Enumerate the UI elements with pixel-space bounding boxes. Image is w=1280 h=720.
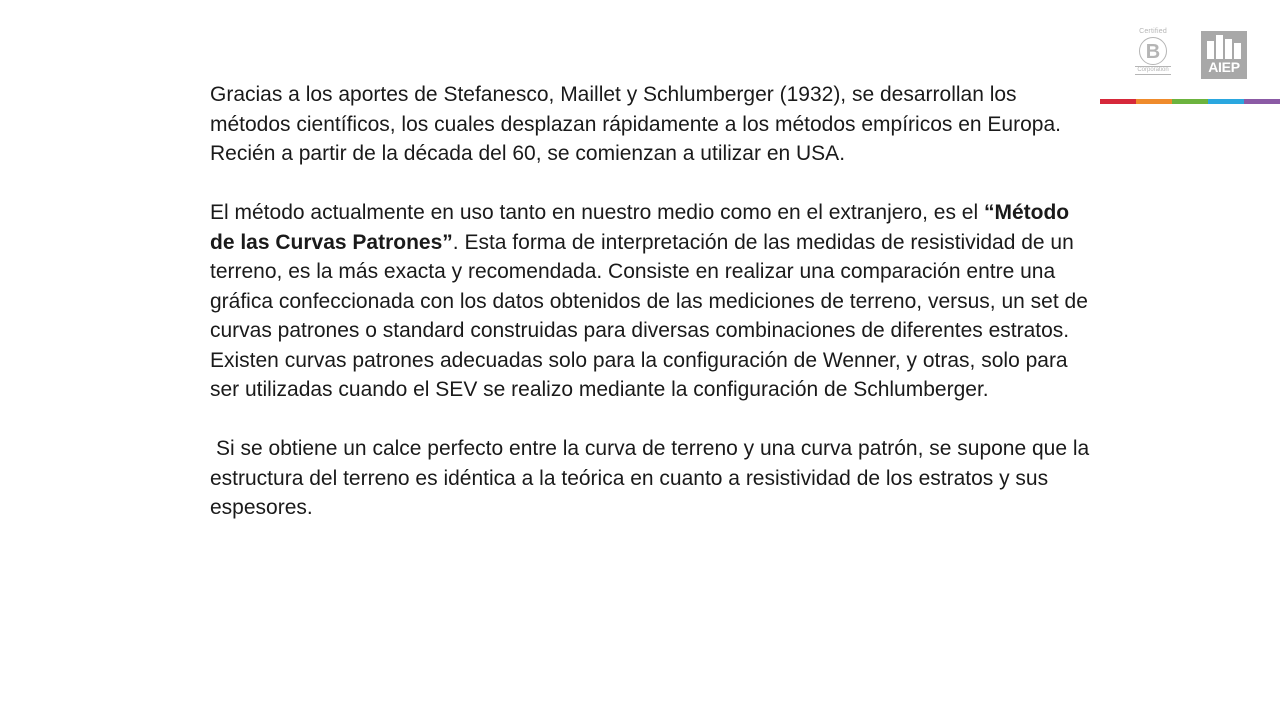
aiep-logo (1201, 31, 1247, 79)
bcorp-top-label: Certified (1139, 28, 1167, 35)
paragraph-3: Si se obtiene un calce perfecto entre la curva de terreno y una curva patrón, se supone que la estructura del terreno es idéntica a la teórica en cuanto a resistividad de los estratos y sus espesores. (210, 437, 1090, 519)
stripe-segment (1172, 99, 1208, 104)
bcorp-logo (1132, 28, 1174, 80)
paragraph-2-lead: El método actualmente en uso tanto en nuestro medio como en el extranjero, es el (210, 201, 984, 224)
stripe-segment (1136, 99, 1172, 104)
bcorp-bottom-label: Corporation (1135, 66, 1171, 75)
paragraph-2-rest: . Esta forma de interpretación de las medidas de resistividad de un terreno, es la más exacta y recomendada. Consiste en realizar una comparación entre una gráfica confeccionada con los datos obtenidos de las mediciones de terreno, versus, un set de curvas patrones o standard construidas para diversas combinaciones de diferentes estratos. Existen curvas patrones adecuadas solo para la configuración de Wenner, y otras, solo para ser utilizadas cuando el SEV se realizo mediante la configuración de Schlumberger. (210, 230, 1088, 401)
color-stripe (1100, 99, 1280, 104)
paragraph-gap (210, 169, 1090, 199)
aiep-buildings-icon (1201, 31, 1247, 61)
stripe-segment (1100, 99, 1136, 104)
paragraph-gap (210, 405, 1090, 435)
stripe-segment (1208, 99, 1244, 104)
method-name-emphasis: “Método de las Curvas Patrones” (210, 201, 1070, 254)
paragraph-1: Gracias a los aportes de Stefanesco, Maillet y Schlumberger (1932), se desarrollan los métodos científicos, los cuales desplazan rápidamente a los métodos empíricos en Europa. Recién a partir de la década del 60, se comienzan a utilizar en USA. (210, 83, 1061, 165)
paragraph-2 (210, 198, 1090, 405)
aiep-label: AIEP (1208, 59, 1240, 75)
stripe-segment (1244, 99, 1280, 104)
body-text (210, 80, 1090, 523)
bcorp-letter: B (1139, 37, 1167, 65)
